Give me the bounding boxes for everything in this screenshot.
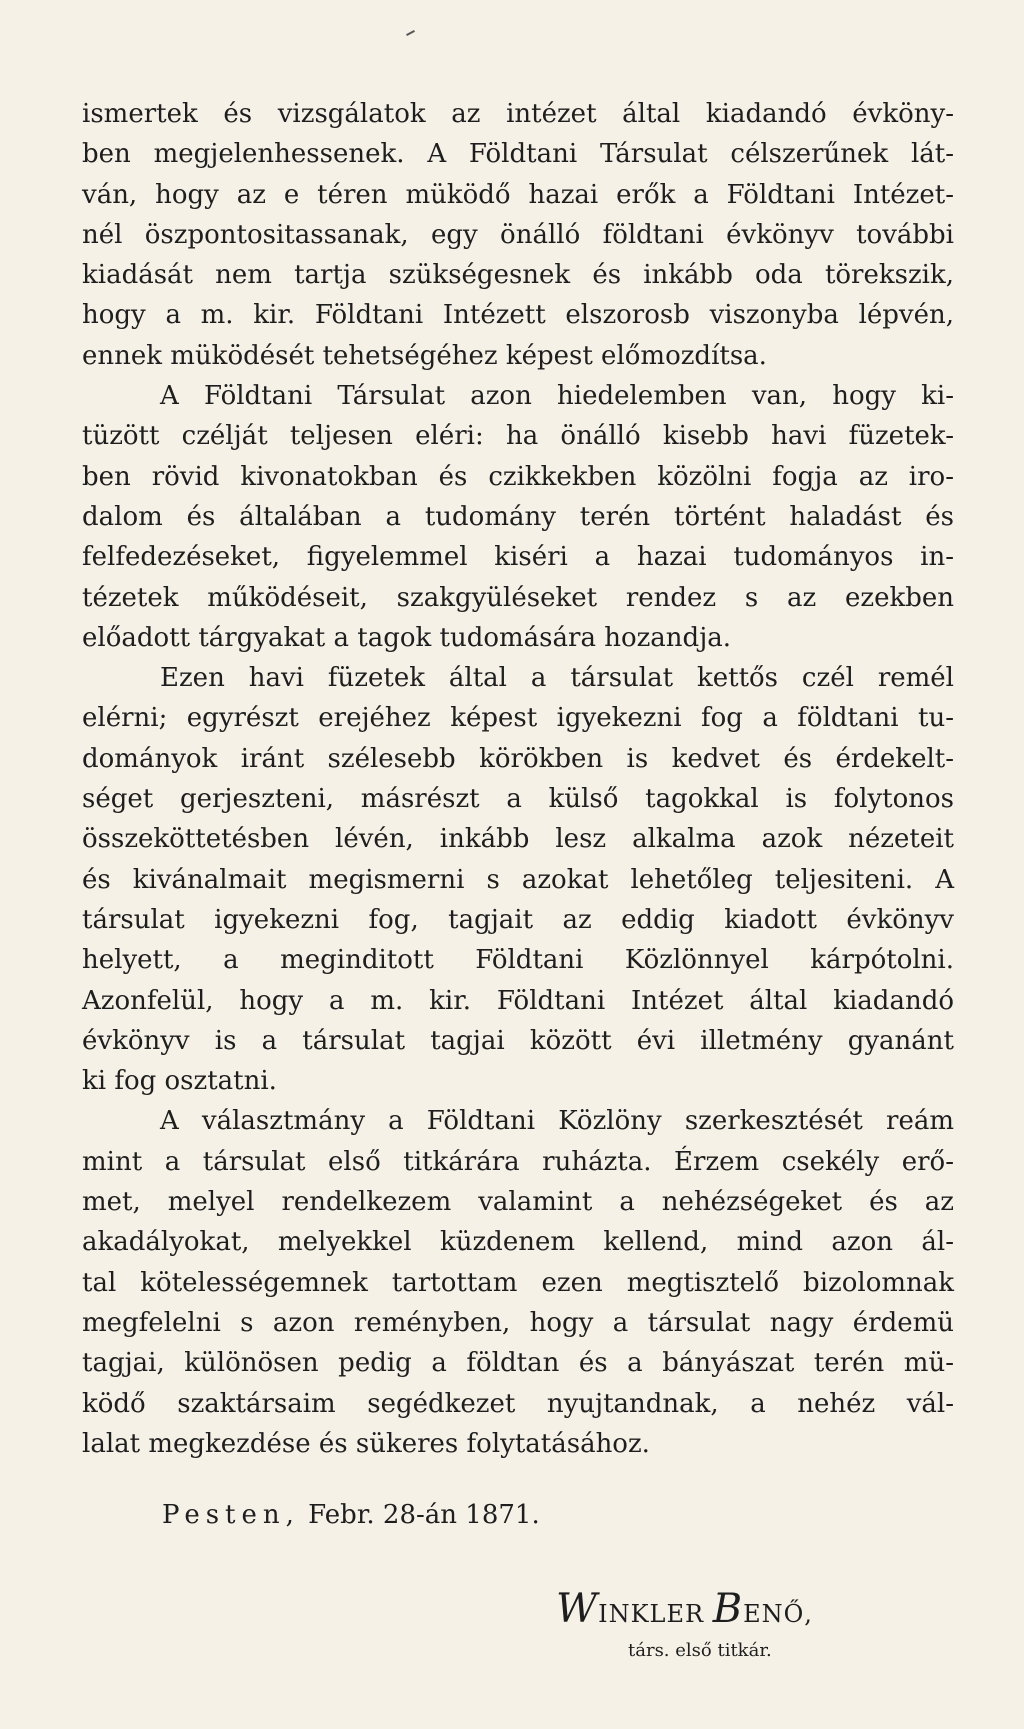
text-line: előadott tárgyakat a tagok tudomására hozandja. [82, 622, 732, 653]
text-line: ennek müködését tehetségéhez képest előmozdítsa. [82, 340, 767, 371]
text-line: hogy a m. kir. Földtani Intézett elszorosb viszonyba lépvén, [82, 300, 954, 331]
text-line: met, melyel rendelkezem valamint a nehézségeket és az [82, 1187, 954, 1218]
text-line: nél öszpontositassanak, egy önálló földtani évkönyv további [82, 219, 954, 250]
text-line: évkönyv is a társulat tagjai között évi illetmény gyanánt [82, 1025, 954, 1056]
signature-title: társ. első titkár. [628, 1640, 772, 1661]
text-line: dalom és általában a tudomány terén történt haladást és [82, 501, 954, 532]
text-line: társulat igyekezni fog, tagjait az eddig kiadott évkönyv [82, 904, 954, 935]
dateline [162, 1500, 540, 1530]
text-line: Azonfelül, hogy a m. kir. Földtani Intézet által kiadandó [82, 985, 954, 1016]
text-line: tüzött czélját teljesen eléri: ha önálló kisebb havi füzetek- [82, 421, 954, 452]
text-line: tal kötelességemnek tartottam ezen megtisztelő bizolomnak [82, 1267, 954, 1298]
text-line: akadályokat, melyekkel küzdenem kellend, mind azon ál- [82, 1227, 954, 1258]
text-line: és kivánalmait megismerni s azokat lehetőleg teljesiteni. A [82, 864, 954, 895]
text-line: tézetek működéseit, szakgyüléseket rendez s az ezekben [82, 582, 954, 613]
text-line: ködő szaktársaim segédkezet nyujtandnak, a nehéz vál- [82, 1388, 954, 1419]
text-line: elérni; egyrészt erejéhez képest igyekezni fog a földtani tu- [82, 703, 954, 734]
text-line: séget gerjeszteni, másrészt a külső tagokkal is folytonos [82, 784, 954, 815]
signature-initial-w: W [556, 1586, 599, 1632]
text-line: ben megjelenhessenek. A Földtani Társulat célszerűnek lát- [82, 139, 954, 170]
paragraph [82, 1101, 954, 1464]
text-line: dományok iránt szélesebb körökben is kedvet és érdekelt- [82, 743, 954, 774]
text-line: felfedezéseket, figyelemmel kiséri a hazai tudományos in- [82, 542, 954, 573]
text-line: tagjai, különösen pedig a földtan és a bányászat terén mü- [82, 1348, 954, 1379]
ink-mark [406, 30, 415, 36]
text-line: összeköttetésben lévén, inkább lesz alkalma azok nézeteit [82, 824, 954, 855]
paragraph [82, 376, 954, 658]
signature [556, 1586, 813, 1632]
paragraph [82, 658, 954, 1101]
signature-initial-b: B [712, 1586, 744, 1632]
text-line: ismertek és vizsgálatok az intézet által kiadandó évköny- [82, 99, 954, 129]
text-line: megfelelni s azon reményben, hogy a társulat nagy érdemü [82, 1307, 954, 1338]
text-line: ki fog osztatni. [82, 1066, 277, 1097]
text-line: ván, hogy az e téren müködő hazai erők a Földtani Intézet- [82, 179, 954, 210]
body-text [82, 94, 954, 1464]
signature-surname-rest: INKLER [598, 1600, 705, 1628]
text-line: mint a társulat első titkárára ruházta. Érzem csekély erő- [82, 1146, 954, 1177]
text-line: A választmány a Földtani Közlöny szerkesztését reám [160, 1106, 954, 1137]
text-line: Ezen havi füzetek által a társulat kettős czél remél [160, 663, 954, 694]
dateline-place: Pesten, [162, 1500, 300, 1530]
signature-firstname-rest: ENŐ, [743, 1600, 813, 1628]
text-line: kiadását nem tartja szükségesnek és inkább oda törekszik, [82, 260, 954, 291]
dateline-date: Febr. 28-án 1871. [308, 1500, 540, 1530]
text-line: lalat megkezdése és sükeres folytatásához. [82, 1428, 650, 1459]
text-line: ben rövid kivonatokban és czikkekben közölni fogja az iro- [82, 461, 954, 492]
paragraph [82, 94, 954, 376]
text-line: helyett, a meginditott Földtani Közlönnyel kárpótolni. [82, 945, 954, 976]
text-line: A Földtani Társulat azon hiedelemben van, hogy ki- [160, 381, 954, 412]
